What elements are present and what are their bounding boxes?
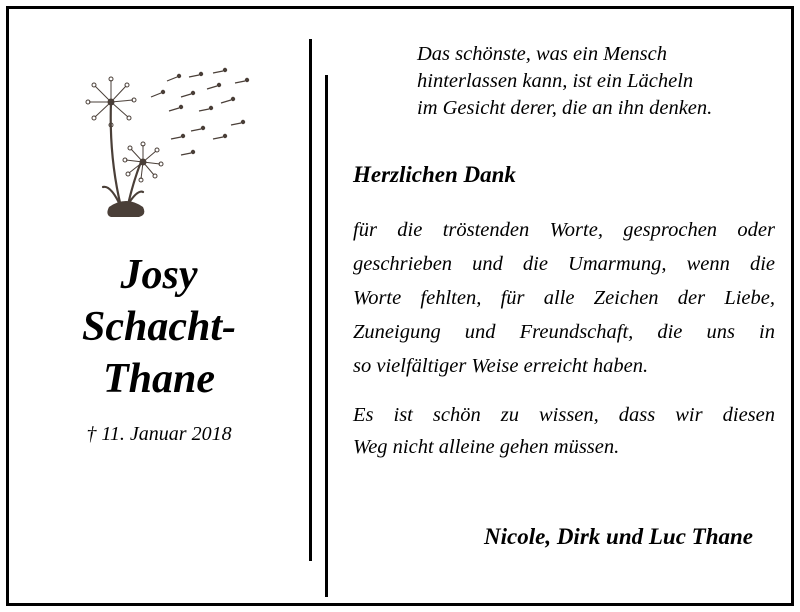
paragraph-line: für die tröstenden Worte, gesprochen oder <box>353 219 775 241</box>
dandelion-seeds-icon <box>81 67 261 232</box>
paragraph-line: Weg nicht alleine gehen müssen. <box>353 436 620 458</box>
paragraph-line: Es ist schön zu wissen, dass wir diesen <box>353 404 775 426</box>
divider-line-right <box>325 75 328 597</box>
name-line-2: Schacht- <box>81 304 236 350</box>
closing-paragraph <box>353 399 775 463</box>
divider-line-left <box>309 39 312 561</box>
name-line-1: Josy <box>120 252 198 298</box>
signature: Nicole, Dirk und Luc Thane <box>484 524 753 549</box>
name-line-3: Thane <box>102 356 215 402</box>
paragraph-line: Worte fehlten, für alle Zeichen der Liebe, <box>353 287 775 309</box>
quote-line: im Gesicht derer, die an ihn denken. <box>417 97 713 119</box>
thanks-paragraph <box>353 213 775 383</box>
death-date: † 11. Januar 2018 <box>86 423 232 445</box>
notice-frame <box>6 6 794 606</box>
quote <box>417 41 787 122</box>
paragraph-line: so vielfältiger Weise erreicht haben. <box>353 355 649 377</box>
paragraph-line: Zuneigung und Freundschaft, die uns in <box>353 321 775 343</box>
quote-line: Das schönste, was ein Mensch <box>417 43 667 65</box>
thanks-heading: Herzlichen Dank <box>353 162 516 187</box>
quote-line: hinterlassen kann, ist ein Lächeln <box>417 70 694 92</box>
deceased-name <box>39 249 279 405</box>
paragraph-line: geschrieben und die Umarmung, wenn die <box>353 253 775 275</box>
